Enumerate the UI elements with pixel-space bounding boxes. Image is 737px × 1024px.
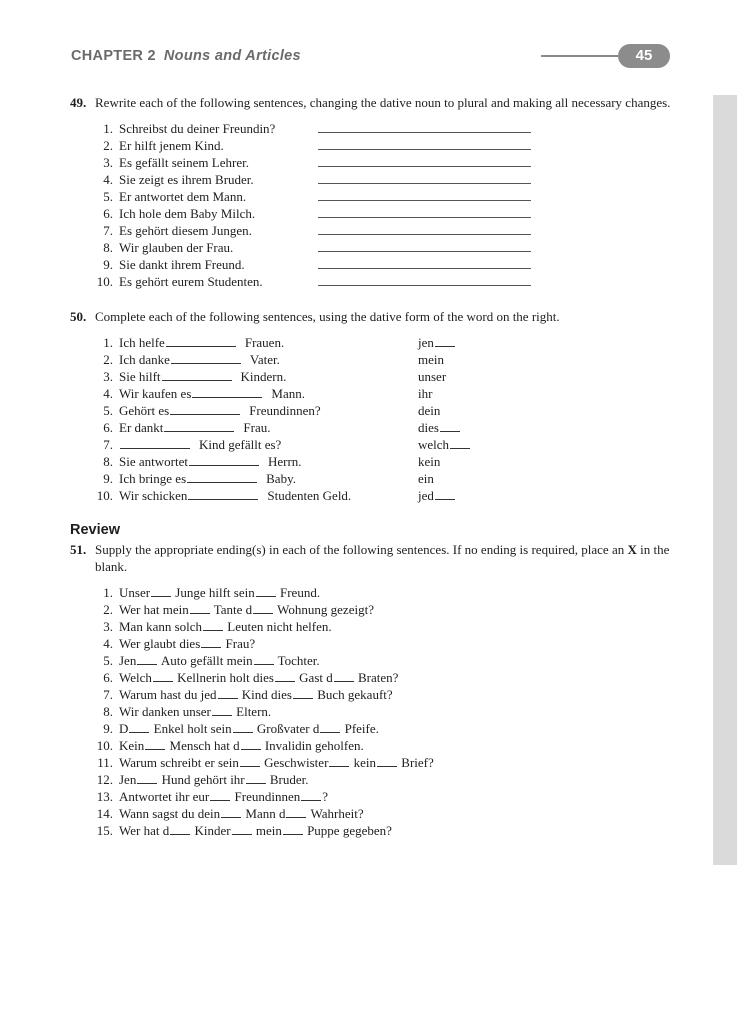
sentence-fragment: Leuten nicht helfen. [224,619,332,634]
list-item [70,188,674,205]
answer-blank[interactable] [162,368,232,381]
cue-word [418,487,456,504]
list-item [70,822,674,839]
list-item [70,703,674,720]
item-text [119,686,393,703]
sentence-fragment: Buch gekauft? [313,687,393,702]
list-item [70,368,674,385]
item-number: 1. [103,585,113,600]
sentence-fragment: ? [322,789,329,804]
sentence-start: Wir kaufen es [119,386,192,401]
answer-blank[interactable] [210,788,230,801]
list-item [70,788,674,805]
answer-blank[interactable] [377,754,397,767]
sentence-fragment: Jen [119,772,137,787]
item-text [119,737,364,754]
list-item [70,635,674,652]
answer-blank[interactable] [170,402,240,415]
answer-blank[interactable] [283,822,303,835]
sentence-fragment: Frau? [222,636,256,651]
list-item [70,334,674,351]
item-number: 10. [96,488,113,503]
item-number: 1. [103,335,113,350]
item-number: 3. [103,369,113,384]
instruction-text: Complete each of the following sentences, using the dative form of the word on the right. [95,309,560,324]
sentence-fragment: Warum hast du jed [119,687,217,702]
answer-blank[interactable] [129,720,149,733]
answer-line[interactable] [318,285,531,286]
sentence-fragment: Junge hilft sein [172,585,255,600]
item-text [119,669,398,686]
answer-blank[interactable] [151,584,171,597]
answer-blank[interactable] [256,584,276,597]
exercise-number: 51. [70,542,87,557]
answer-blank[interactable] [189,453,259,466]
item-number: 8. [103,454,113,469]
item-number: 8. [103,704,113,719]
item-number: 1. [103,121,113,136]
sentence-fragment: D [119,721,129,736]
exercise-50-items [70,334,674,504]
sentence-fragment: Tante d [210,602,253,617]
answer-line[interactable] [318,200,531,201]
answer-blank[interactable] [240,754,260,767]
sentence-fragment: Kellnerin holt dies [173,670,274,685]
exercise-49-items [70,120,674,290]
list-item [70,385,674,402]
cue-word [418,351,444,368]
side-thumb-tab [713,95,737,865]
answer-line[interactable] [318,268,531,269]
answer-blank[interactable] [212,703,232,716]
list-item [70,737,674,754]
answer-blank[interactable] [137,652,157,665]
sentence-fragment: Invalidin geholfen. [261,738,364,753]
item-number: 8. [103,240,113,255]
cue-word [418,385,432,402]
sentence-fragment: kein [350,755,377,770]
item-text [119,470,296,487]
item-number: 12. [96,772,113,787]
ending-blank [450,436,470,449]
ending-blank [435,487,455,500]
item-number: 4. [103,636,113,651]
list-item [70,351,674,368]
answer-blank[interactable] [153,669,173,682]
list-item [70,239,674,256]
item-text [119,487,351,504]
item-text [119,822,392,839]
item-text: Er hilft jenem Kind. [119,138,224,153]
item-number: 5. [103,403,113,418]
sentence-fragment: Wir danken unser [119,704,211,719]
exercise-number: 49. [70,95,87,110]
answer-blank[interactable] [241,737,261,750]
item-text [119,385,305,402]
sentence-end: Kind gefällt es? [199,437,282,452]
item-text [119,351,280,368]
sentence-fragment: Pfeife. [341,721,379,736]
instruction-x: X [627,542,637,557]
item-text: Ich hole dem Baby Milch. [119,206,256,221]
item-number: 2. [103,352,113,367]
item-text: Sie zeigt es ihrem Bruder. [119,172,254,187]
item-text: Es gefällt seinem Lehrer. [119,155,249,170]
sentence-fragment: Gast d [295,670,333,685]
sentence-fragment: Mensch hat d [166,738,240,753]
item-text: Schreibst du deiner Freundin? [119,121,276,136]
sentence-fragment: Auto gefällt mein [158,653,253,668]
sentence-fragment: Welch [119,670,152,685]
answer-blank[interactable] [253,601,273,614]
answer-line[interactable] [318,234,531,235]
sentence-fragment: Freundinnen [231,789,301,804]
sentence-end: Herrn. [267,454,302,469]
sentence-fragment: Mann d [242,806,286,821]
list-item [70,669,674,686]
answer-blank[interactable] [145,737,165,750]
list-item [70,754,674,771]
answer-blank[interactable] [218,686,238,699]
sentence-fragment: Eltern. [232,704,272,719]
sentence-start: Gehört es [119,403,170,418]
cue-word [418,419,461,436]
sentence-fragment: mein [252,823,282,838]
item-number: 10. [96,274,113,289]
sentence-fragment: Geschwister [260,755,329,770]
sentence-fragment: Kein [119,738,145,753]
instruction-text: Rewrite each of the following sentences, changing the dative noun to plural and making all necessary changes. [95,95,671,110]
exercise-51-items [70,584,674,839]
answer-blank[interactable] [203,618,223,631]
item-text [119,703,271,720]
item-text [119,788,328,805]
item-number: 15. [96,823,113,838]
ending-blank [440,419,460,432]
answer-line[interactable] [318,217,531,218]
sentence-fragment: Kinder [191,823,231,838]
sentence-fragment: Wahrheit? [307,806,364,821]
sentence-fragment: Enkel holt sein [150,721,232,736]
list-item [70,137,674,154]
cue-stem: unser [418,369,447,384]
list-item [70,256,674,273]
sentence-fragment: Puppe gegeben? [303,823,392,838]
cue-stem: dies [418,420,439,435]
answer-blank[interactable] [286,805,306,818]
answer-line[interactable] [318,251,531,252]
sentence-start: Wir schicken [119,488,188,503]
item-number: 10. [96,738,113,753]
item-number: 11. [97,755,113,770]
item-number: 7. [103,437,113,452]
cue-stem: kein [418,454,441,469]
exercise-50-instruction [70,308,674,325]
sentence-end: Studenten Geld. [267,488,352,503]
item-text [119,635,255,652]
item-number: 2. [103,602,113,617]
answer-blank[interactable] [293,686,313,699]
instruction-text-b: in the blank. [95,542,670,574]
chapter-label: CHAPTER 2 [71,48,156,64]
sentence-fragment: Wohnung gezeigt? [274,602,374,617]
list-item [70,470,674,487]
cue-stem: mein [418,352,444,367]
list-item [70,652,674,669]
item-text [119,601,374,618]
cue-stem: jed [418,488,434,503]
item-text [119,584,320,601]
answer-blank[interactable] [334,669,354,682]
item-text: Wir glauben der Frau. [119,240,234,255]
item-number: 7. [103,687,113,702]
item-text [119,720,379,737]
sentence-fragment: Antwortet ihr eur [119,789,210,804]
item-text [119,368,286,385]
item-text [119,771,309,788]
item-number: 5. [103,189,113,204]
answer-blank[interactable] [171,351,241,364]
list-item [70,453,674,470]
list-item [70,222,674,239]
item-number: 6. [103,670,113,685]
list-item [70,273,674,290]
answer-blank[interactable] [246,771,266,784]
item-text [119,436,281,453]
list-item [70,584,674,601]
cue-stem: dein [418,403,441,418]
cue-stem: ihr [418,386,433,401]
page-content [70,94,674,839]
sentence-fragment: Wer hat mein [119,602,189,617]
answer-blank[interactable] [137,771,157,784]
answer-blank[interactable] [188,487,258,500]
list-item [70,154,674,171]
sentence-fragment: Brief? [398,755,434,770]
sentence-start: Ich danke [119,352,170,367]
item-number: 13. [96,789,113,804]
answer-blank[interactable] [166,334,236,347]
answer-blank[interactable] [329,754,349,767]
item-number: 7. [103,223,113,238]
sentence-fragment: Man kann solch [119,619,203,634]
sentence-fragment: Wer hat d [119,823,170,838]
item-text [119,334,284,351]
sentence-end: Mann. [271,386,305,401]
answer-blank[interactable] [187,470,257,483]
list-item [70,487,674,504]
sentence-fragment: Braten? [354,670,399,685]
sentence-fragment: Jen [119,653,137,668]
answer-blank[interactable] [190,601,210,614]
cue-stem: welch [418,437,450,452]
cue-word [418,436,471,453]
cue-stem: ein [418,471,434,486]
cue-word [418,368,446,385]
sentence-fragment: Bruder. [266,772,309,787]
answer-blank[interactable] [170,822,190,835]
item-number: 5. [103,653,113,668]
sentence-fragment: Hund gehört ihr [158,772,245,787]
list-item [70,805,674,822]
exercise-number: 50. [70,309,87,324]
sentence-fragment: Tochter. [274,653,320,668]
answer-line[interactable] [318,166,531,167]
item-number: 14. [96,806,113,821]
answer-blank[interactable] [320,720,340,733]
cue-stem: jen [418,335,434,350]
review-heading: Review [70,522,120,538]
item-number: 3. [103,155,113,170]
answer-blank[interactable] [192,385,262,398]
item-text: Er antwortet dem Mann. [119,189,247,204]
answer-line[interactable] [318,183,531,184]
list-item [70,618,674,635]
running-header [71,48,301,64]
cue-word [418,334,456,351]
item-number: 4. [103,172,113,187]
item-text: Es gehört diesem Jungen. [119,223,252,238]
sentence-fragment: Unser [119,585,151,600]
sentence-fragment: Wann sagst du dein [119,806,221,821]
sentence-start: Er dankt [119,420,164,435]
answer-blank[interactable] [301,788,321,801]
list-item [70,120,674,137]
item-number: 4. [103,386,113,401]
sentence-start: Sie hilft [119,369,161,384]
sentence-start: Ich bringe es [119,471,187,486]
cue-word [418,470,434,487]
list-item [70,419,674,436]
item-text: Sie dankt ihrem Freund. [119,257,245,272]
exercise-51-instruction [70,541,674,575]
item-text [119,754,434,771]
item-text [119,652,320,669]
instruction-text-a: Supply the appropriate ending(s) in each of the following sentences. If no ending is required, place an [95,542,628,557]
answer-line[interactable] [318,132,531,133]
list-item [70,686,674,703]
sentence-fragment: Kind dies [238,687,292,702]
item-number: 6. [103,206,113,221]
answer-blank[interactable] [221,805,241,818]
list-item [70,720,674,737]
cue-word [418,402,440,419]
chapter-title: Nouns and Articles [163,48,301,64]
answer-blank[interactable] [164,419,234,432]
sentence-end: Frau. [243,420,271,435]
list-item [70,771,674,788]
answer-blank[interactable] [232,822,252,835]
exercise-49-instruction [70,94,674,111]
list-item [70,436,674,453]
sentence-fragment: Freund. [276,585,321,600]
item-number: 9. [103,721,113,736]
item-text [119,618,332,635]
sentence-end: Frauen. [244,335,285,350]
answer-line[interactable] [318,149,531,150]
list-item [70,601,674,618]
answer-blank[interactable] [254,652,274,665]
item-number: 9. [103,471,113,486]
list-item [70,205,674,222]
answer-blank[interactable] [233,720,253,733]
item-text: Es gehört eurem Studenten. [119,274,263,289]
sentence-end: Vater. [249,352,280,367]
list-item [70,402,674,419]
sentence-end: Baby. [266,471,296,486]
sentence-fragment: Großvater d [253,721,320,736]
item-number: 9. [103,257,113,272]
item-text [119,402,321,419]
answer-blank[interactable] [201,635,221,648]
answer-blank[interactable] [120,436,190,449]
page-number-badge: 45 [618,44,670,68]
item-number: 3. [103,619,113,634]
sentence-start: Sie antwortet [119,454,188,469]
list-item [70,171,674,188]
item-number: 2. [103,138,113,153]
sentence-end: Kindern. [240,369,287,384]
cue-word [418,453,440,470]
item-text [119,805,364,822]
ending-blank [435,334,455,347]
sentence-end: Freundinnen? [249,403,321,418]
sentence-start: Ich helfe [119,335,165,350]
answer-blank[interactable] [275,669,295,682]
item-number: 6. [103,420,113,435]
sentence-fragment: Warum schreibt er sein [119,755,239,770]
item-text [119,453,302,470]
item-text [119,419,271,436]
sentence-fragment: Wer glaubt dies [119,636,201,651]
